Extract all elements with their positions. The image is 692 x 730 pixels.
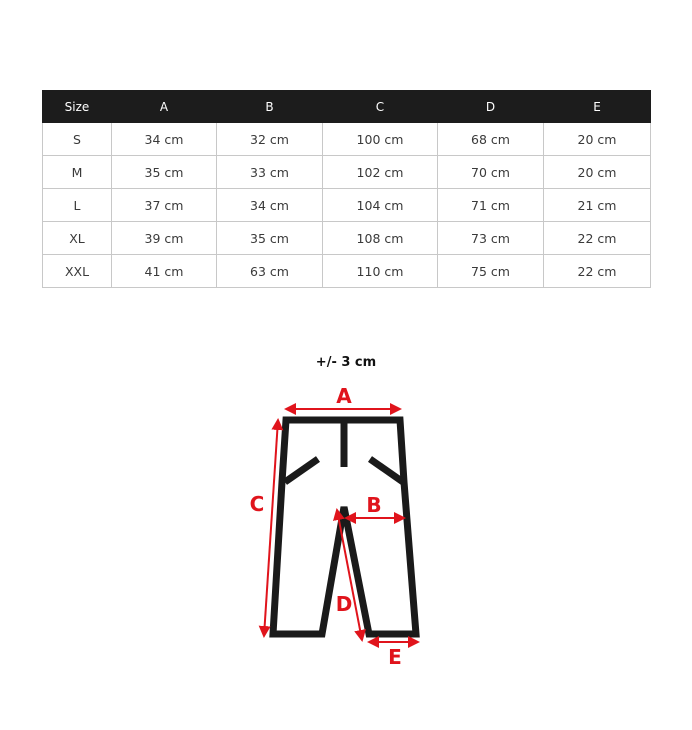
column-header-d: D <box>438 91 544 123</box>
table-cell: 20 cm <box>544 123 651 156</box>
label-c: C <box>249 492 265 516</box>
table-row <box>43 255 651 288</box>
size-cell: M <box>43 156 112 189</box>
table-cell: 108 cm <box>323 222 438 255</box>
table-cell: 35 cm <box>112 156 217 189</box>
label-e: E <box>388 645 402 669</box>
size-chart-table <box>42 90 651 288</box>
table-row <box>43 156 651 189</box>
table-row <box>43 123 651 156</box>
size-cell: XL <box>43 222 112 255</box>
label-b: B <box>366 493 382 517</box>
column-header-b: B <box>217 91 323 123</box>
table-cell: 22 cm <box>544 222 651 255</box>
column-header-e: E <box>544 91 651 123</box>
left-pocket-line <box>285 459 318 482</box>
table-cell: 73 cm <box>438 222 544 255</box>
table-cell: 70 cm <box>438 156 544 189</box>
label-a: A <box>336 384 352 408</box>
table-cell: 39 cm <box>112 222 217 255</box>
table-cell: 32 cm <box>217 123 323 156</box>
table-cell: 21 cm <box>544 189 651 222</box>
label-d: D <box>335 592 353 616</box>
column-header-a: A <box>112 91 217 123</box>
tolerance-note: +/- 3 cm <box>315 355 377 370</box>
size-cell: S <box>43 123 112 156</box>
table-cell: 34 cm <box>217 189 323 222</box>
table-header-row <box>43 91 651 123</box>
column-header-c: C <box>323 91 438 123</box>
table-row <box>43 222 651 255</box>
table-cell: 22 cm <box>544 255 651 288</box>
table-cell: 110 cm <box>323 255 438 288</box>
table-cell: 75 cm <box>438 255 544 288</box>
table-cell: 104 cm <box>323 189 438 222</box>
table-cell: 35 cm <box>217 222 323 255</box>
table-cell: 63 cm <box>217 255 323 288</box>
size-cell: L <box>43 189 112 222</box>
pants-details <box>285 420 403 482</box>
table-cell: 68 cm <box>438 123 544 156</box>
table-cell: 102 cm <box>323 156 438 189</box>
column-header-size: Size <box>43 91 112 123</box>
table-cell: 100 cm <box>323 123 438 156</box>
table-cell: 41 cm <box>112 255 217 288</box>
table-cell: 34 cm <box>112 123 217 156</box>
table-cell: 37 cm <box>112 189 217 222</box>
right-pocket-line <box>370 459 403 482</box>
size-cell: XXL <box>43 255 112 288</box>
pants-measurement-diagram <box>240 380 440 680</box>
table-cell: 33 cm <box>217 156 323 189</box>
table-cell: 71 cm <box>438 189 544 222</box>
table-cell: 20 cm <box>544 156 651 189</box>
table-row <box>43 189 651 222</box>
